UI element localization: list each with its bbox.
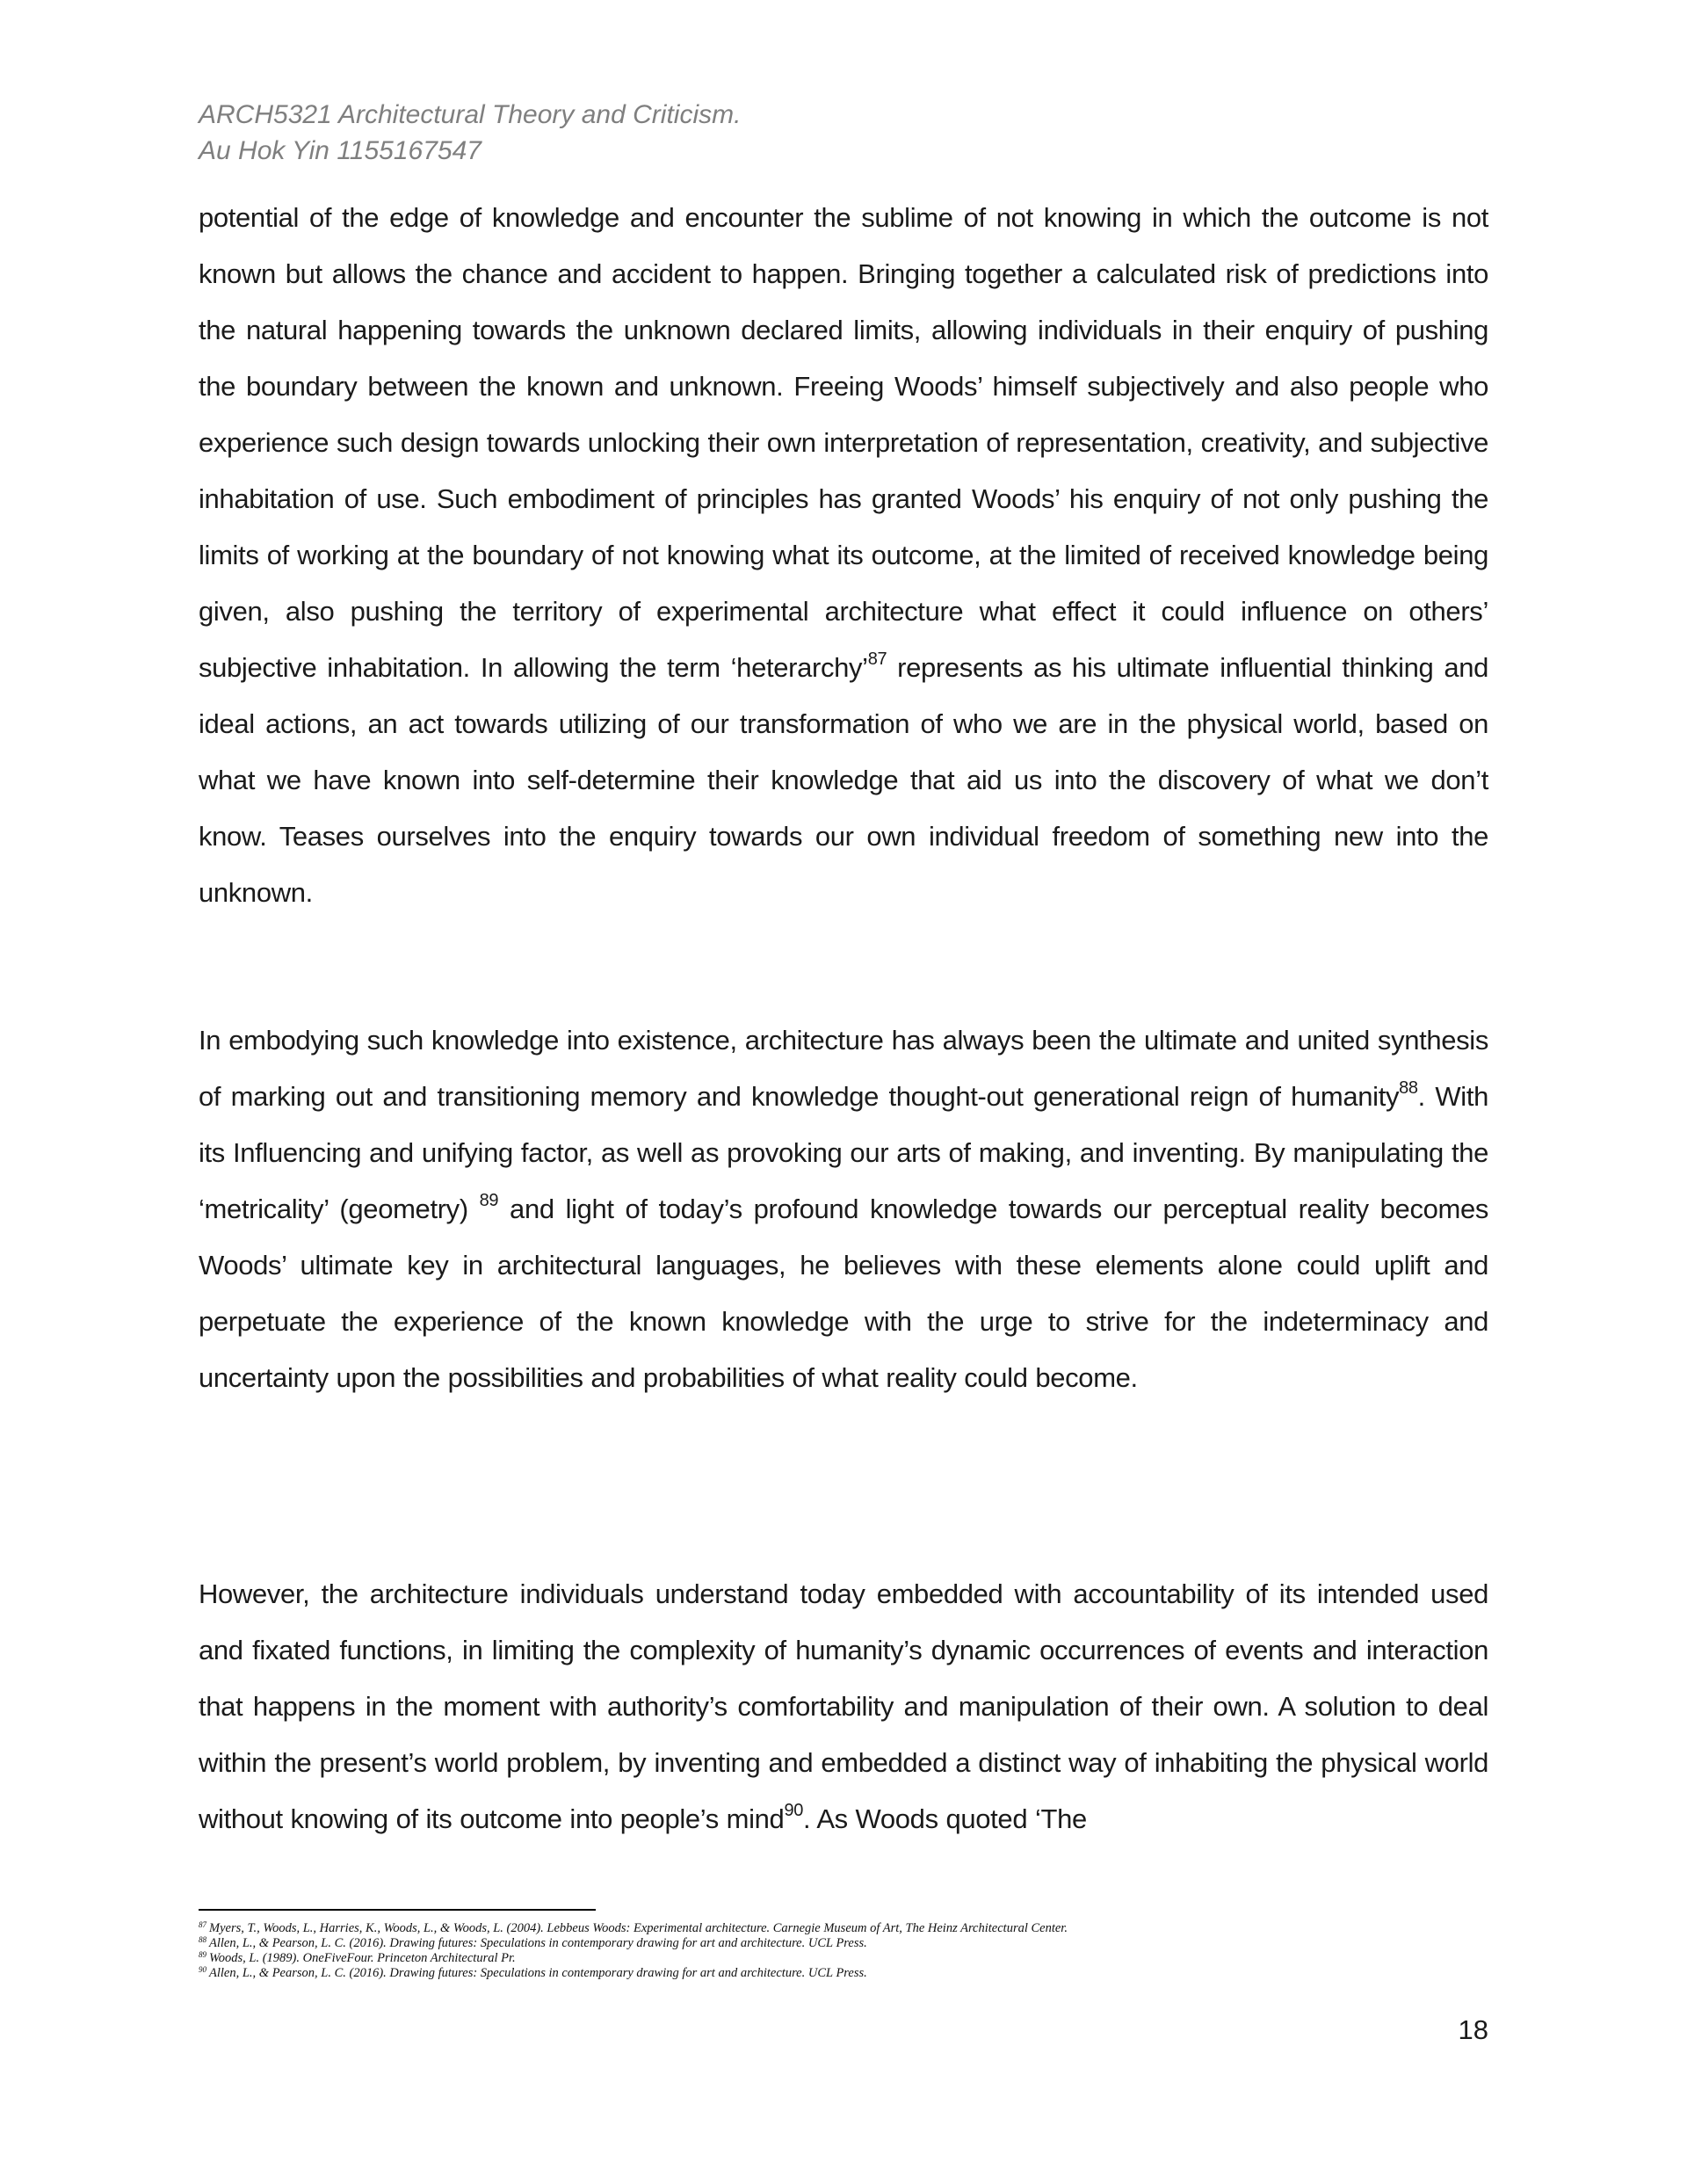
header-author-line: Au Hok Yin 1155167547 <box>199 136 481 165</box>
header-course-title: ARCH5321 Architectural Theory and Criticism. <box>199 100 742 129</box>
footnote-item <box>199 1951 1488 1966</box>
footnote-number: 90 <box>199 1965 206 1974</box>
paragraph-text: . With its Influencing and unifying factor, as well as provoking our arts of making, and inventing. By manipulating the ‘metricality’ (geometry) <box>199 1081 1488 1224</box>
footnotes <box>199 1921 1488 1981</box>
body-paragraph-1 <box>199 190 1488 921</box>
footnote-reference: 88 <box>1399 1078 1418 1098</box>
footnote-text: Allen, L., & Pearson, L. C. (2016). Drawing futures: Speculations in contemporary drawing for art and architecture. UCL Press. <box>209 1966 867 1980</box>
paragraph-text: In embodying such knowledge into existence, architecture has always been the ultimate and united synthesis of marking out and transitioning memory and knowledge thought-out generational reign of humanity <box>199 1025 1488 1112</box>
footnote-reference: 89 <box>479 1191 499 1210</box>
body-paragraph-2 <box>199 1012 1488 1406</box>
page-header <box>199 97 741 169</box>
footnote-item <box>199 1921 1488 1936</box>
footnote-text: Myers, T., Woods, L., Harries, K., Woods, L., & Woods, L. (2004). Lebbeus Woods: Experimental architecture. Carnegie Museum of Art, The Heinz Architectural Center. <box>209 1921 1068 1935</box>
footnote-reference: 87 <box>867 649 887 669</box>
paragraph-text: However, the architecture individuals understand today embedded with accountability of its intended used and fixated functions, in limiting the complexity of humanity’s dynamic occurrences of events and interaction that happens in the moment with authority’s comfortability and manipulation of their own. A solution to deal within the present’s world problem, by inventing and embedded a distinct way of inhabiting the physical world without knowing of its outcome into people’s mind <box>199 1578 1488 1834</box>
footnote-text: Allen, L., & Pearson, L. C. (2016). Drawing futures: Speculations in contemporary drawing for art and architecture. UCL Press. <box>209 1936 867 1950</box>
footnote-number: 89 <box>199 1950 206 1959</box>
footnote-reference: 90 <box>784 1801 803 1820</box>
footnote-item <box>199 1966 1488 1981</box>
body-paragraph-3 <box>199 1566 1488 1847</box>
footnote-number: 87 <box>199 1920 206 1929</box>
paragraph-text: represents as his ultimate influential thinking and ideal actions, an act towards utilizing of our transformation of who we are in the physical world, based on what we have known into self-determine their knowledge that aid us into the discovery of what we don’t know. Teases ourselves into the enquiry towards our own individual freedom of something new into the unknown. <box>199 652 1488 908</box>
footnote-item <box>199 1936 1488 1951</box>
page-number: 18 <box>1458 2014 1488 2045</box>
footnote-number: 88 <box>199 1935 206 1944</box>
footnote-separator <box>199 1909 596 1911</box>
paragraph-text: potential of the edge of knowledge and encounter the sublime of not knowing in which the outcome is not known but allows the chance and accident to happen. Bringing together a calculated risk of predictions into the natural happening towards the unknown declared limits, allowing individuals in their enquiry of pushing the boundary between the known and unknown. Freeing Woods’ himself subjectively and also people who experience such design towards unlocking their own interpretation of representation, creativity, and subjective inhabitation of use. Such embodiment of principles has granted Woods’ his enquiry of not only pushing the limits of working at the boundary of not knowing what its outcome, at the limited of received knowledge being given, also pushing the territory of experimental architecture what effect it could influence on others’ subjective inhabitation. In allowing the term ‘heterarchy’ <box>199 202 1488 683</box>
footnote-text: Woods, L. (1989). OneFiveFour. Princeton Architectural Pr. <box>209 1951 516 1965</box>
paragraph-text: and light of today’s profound knowledge towards our perceptual reality becomes Woods’ ultimate key in architectural languages, he believes with these elements alone could uplift and perpetuate the experience of the known knowledge with the urge to strive for the indeterminacy and uncertainty upon the possibilities and probabilities of what reality could become. <box>199 1194 1488 1393</box>
paragraph-text: . As Woods quoted ‘The <box>803 1803 1087 1834</box>
